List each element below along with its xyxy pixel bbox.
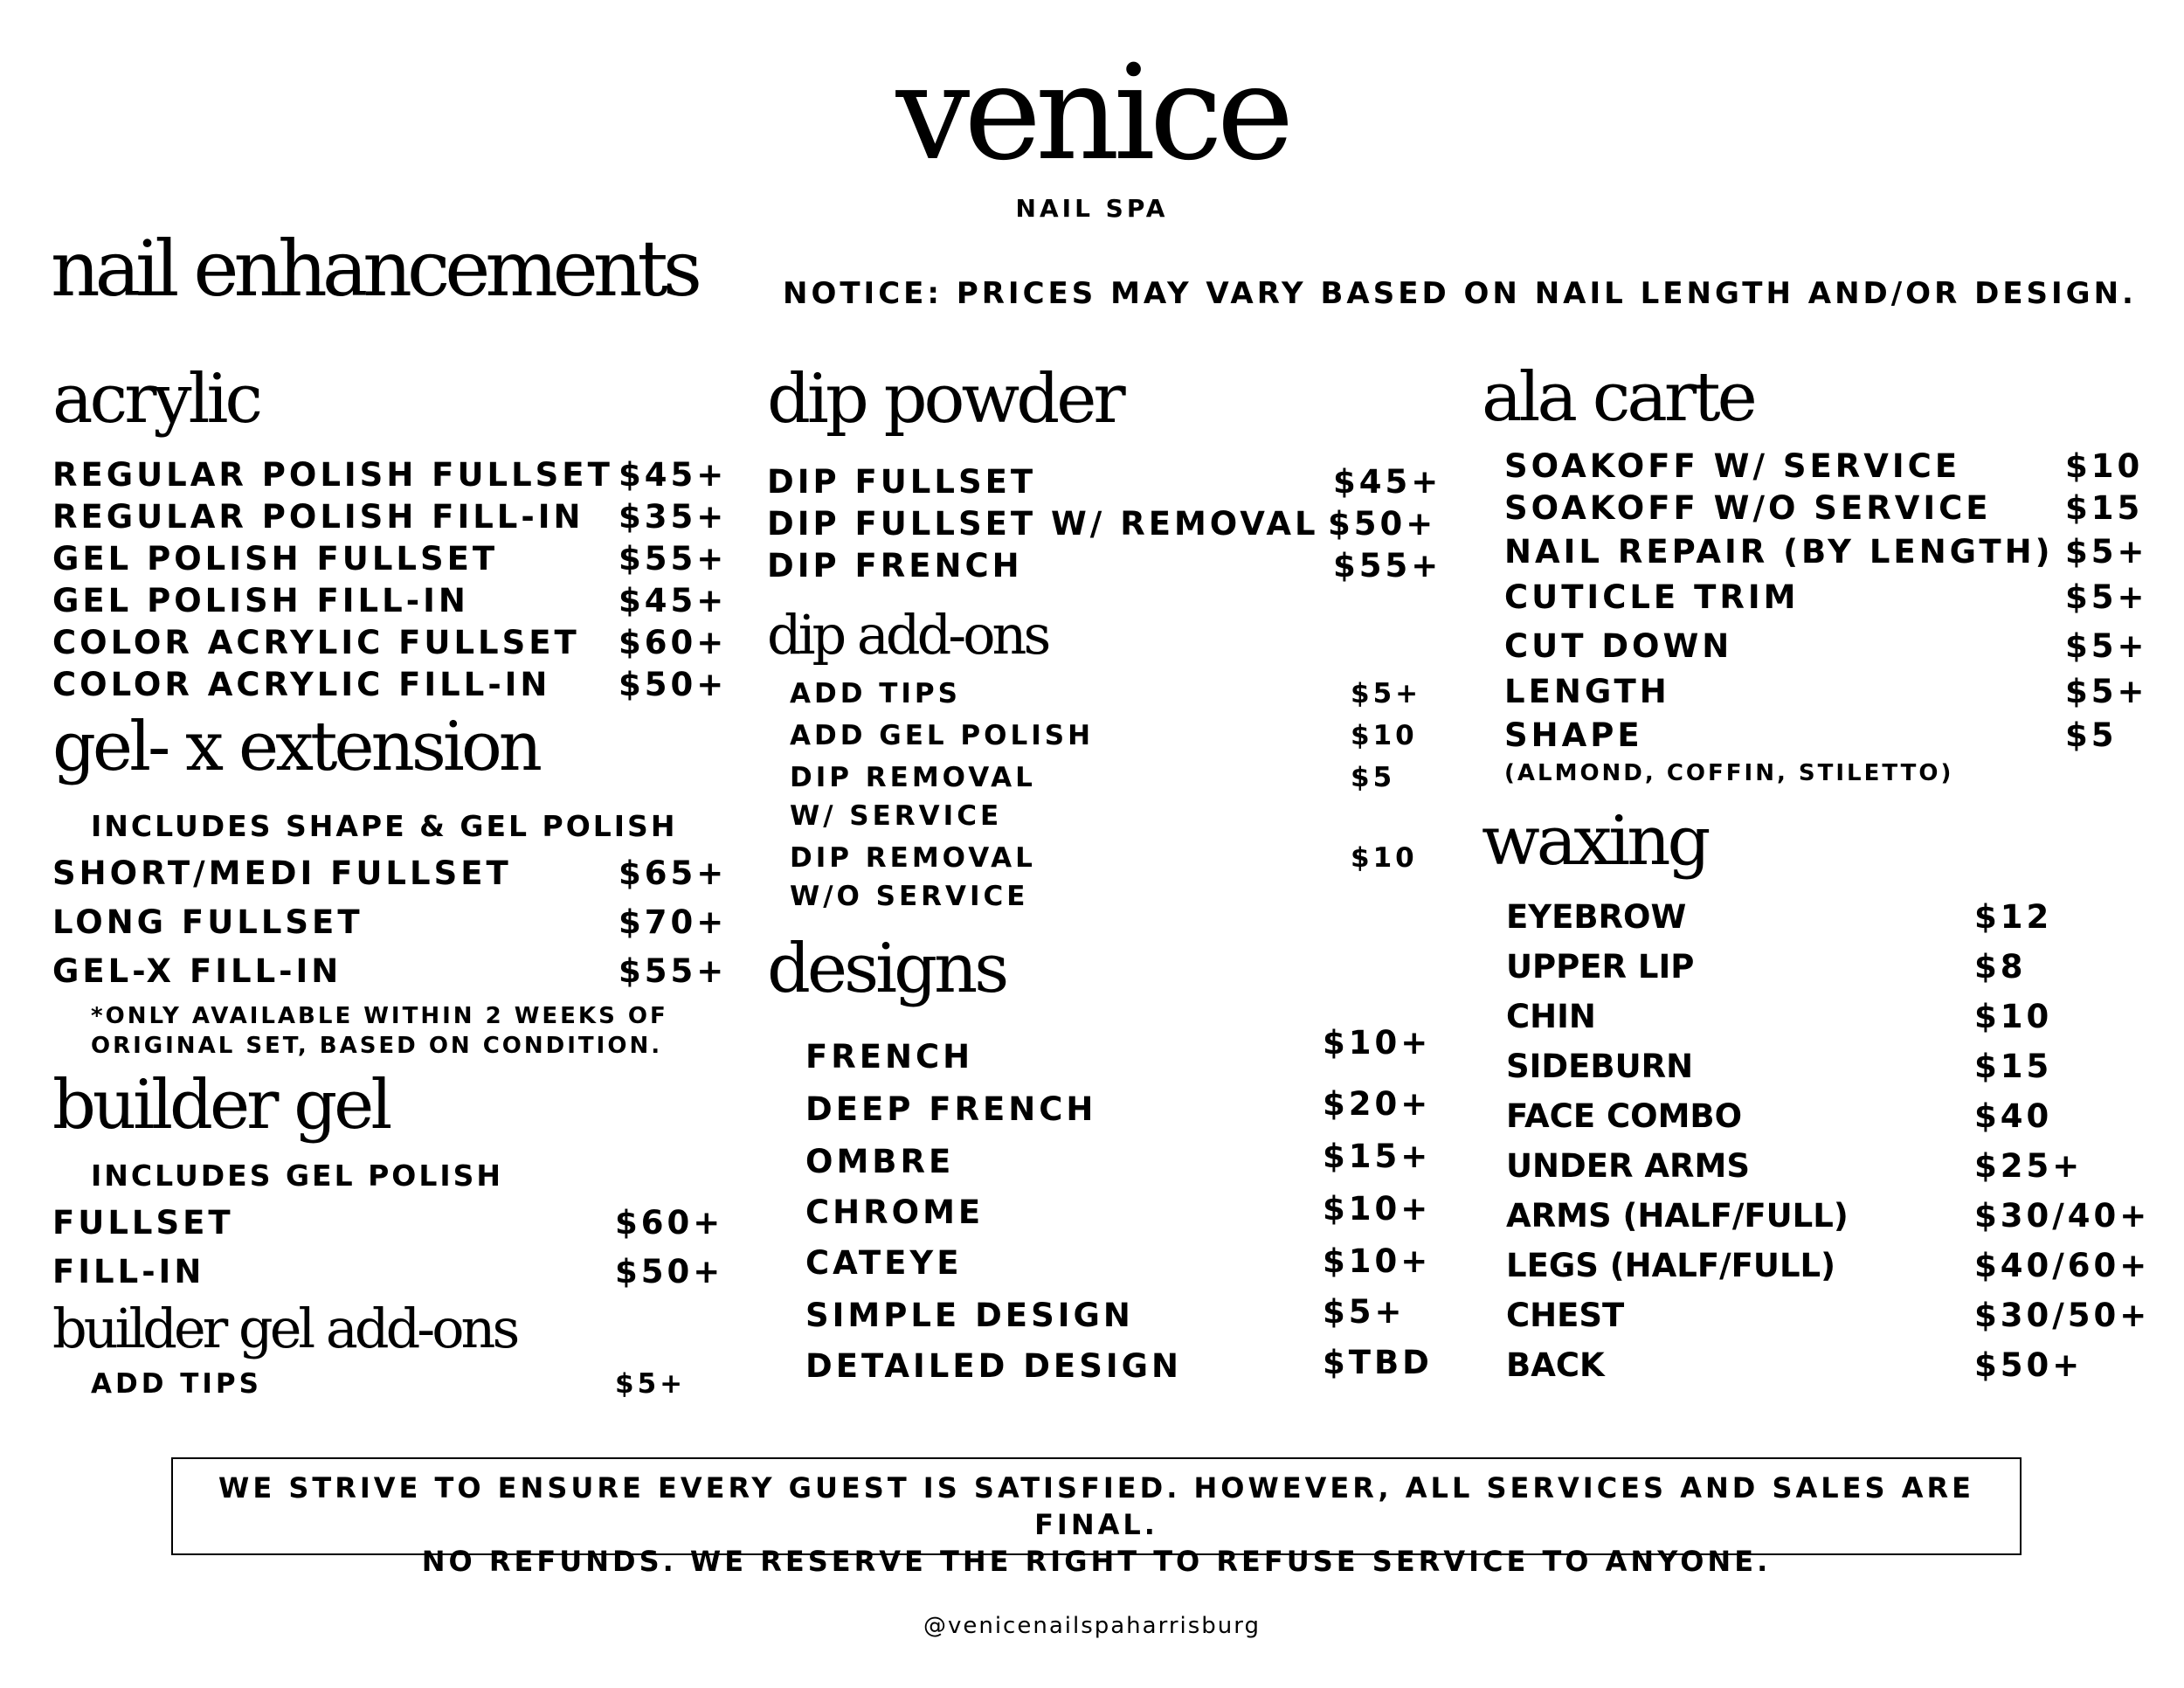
- policy-line2: NO REFUNDS. WE RESERVE THE RIGHT TO REFUSE SERVICE TO ANYONE.: [421, 1545, 1772, 1578]
- gelx-note-line1: *ONLY AVAILABLE WITHIN 2 WEEKS OF: [91, 1003, 668, 1029]
- gelx-heading: gel- x extension: [52, 708, 540, 786]
- acrylic-heading: acrylic: [52, 360, 260, 439]
- gelx-subtitle: INCLUDES SHAPE & GEL POLISH: [91, 809, 678, 843]
- dip-heading: dip powder: [767, 360, 1123, 439]
- page-title: nail enhancements: [51, 224, 698, 314]
- builder-addons-heading: builder gel add-ons: [52, 1297, 517, 1360]
- dip-addons-heading: dip add-ons: [767, 603, 1048, 667]
- alacarte-heading: ala carte: [1482, 358, 1754, 437]
- brand-logo: venice: [895, 38, 1289, 190]
- policy-line1: WE STRIVE TO ENSURE EVERY GUEST IS SATISFIED. HOWEVER, ALL SERVICES AND SALES ARE FINAL.: [218, 1471, 1974, 1541]
- waxing-heading: waxing: [1482, 802, 1708, 881]
- builder-heading: builder gel: [52, 1066, 390, 1145]
- designs-heading: designs: [767, 930, 1006, 1008]
- gelx-note-line2: ORIGINAL SET, BASED ON CONDITION.: [91, 1033, 663, 1059]
- shape-note: (ALMOND, COFFIN, STILETTO): [1504, 760, 1954, 786]
- price-notice: NOTICE: PRICES MAY VARY BASED ON NAIL LENGTH AND/OR DESIGN.: [783, 276, 2137, 311]
- social-handle: @venicenailspaharrisburg: [923, 1613, 1261, 1639]
- policy-box: [171, 1457, 2022, 1578]
- builder-subtitle: INCLUDES GEL POLISH: [91, 1159, 504, 1193]
- brand-subtitle: NAIL SPA: [1015, 194, 1169, 223]
